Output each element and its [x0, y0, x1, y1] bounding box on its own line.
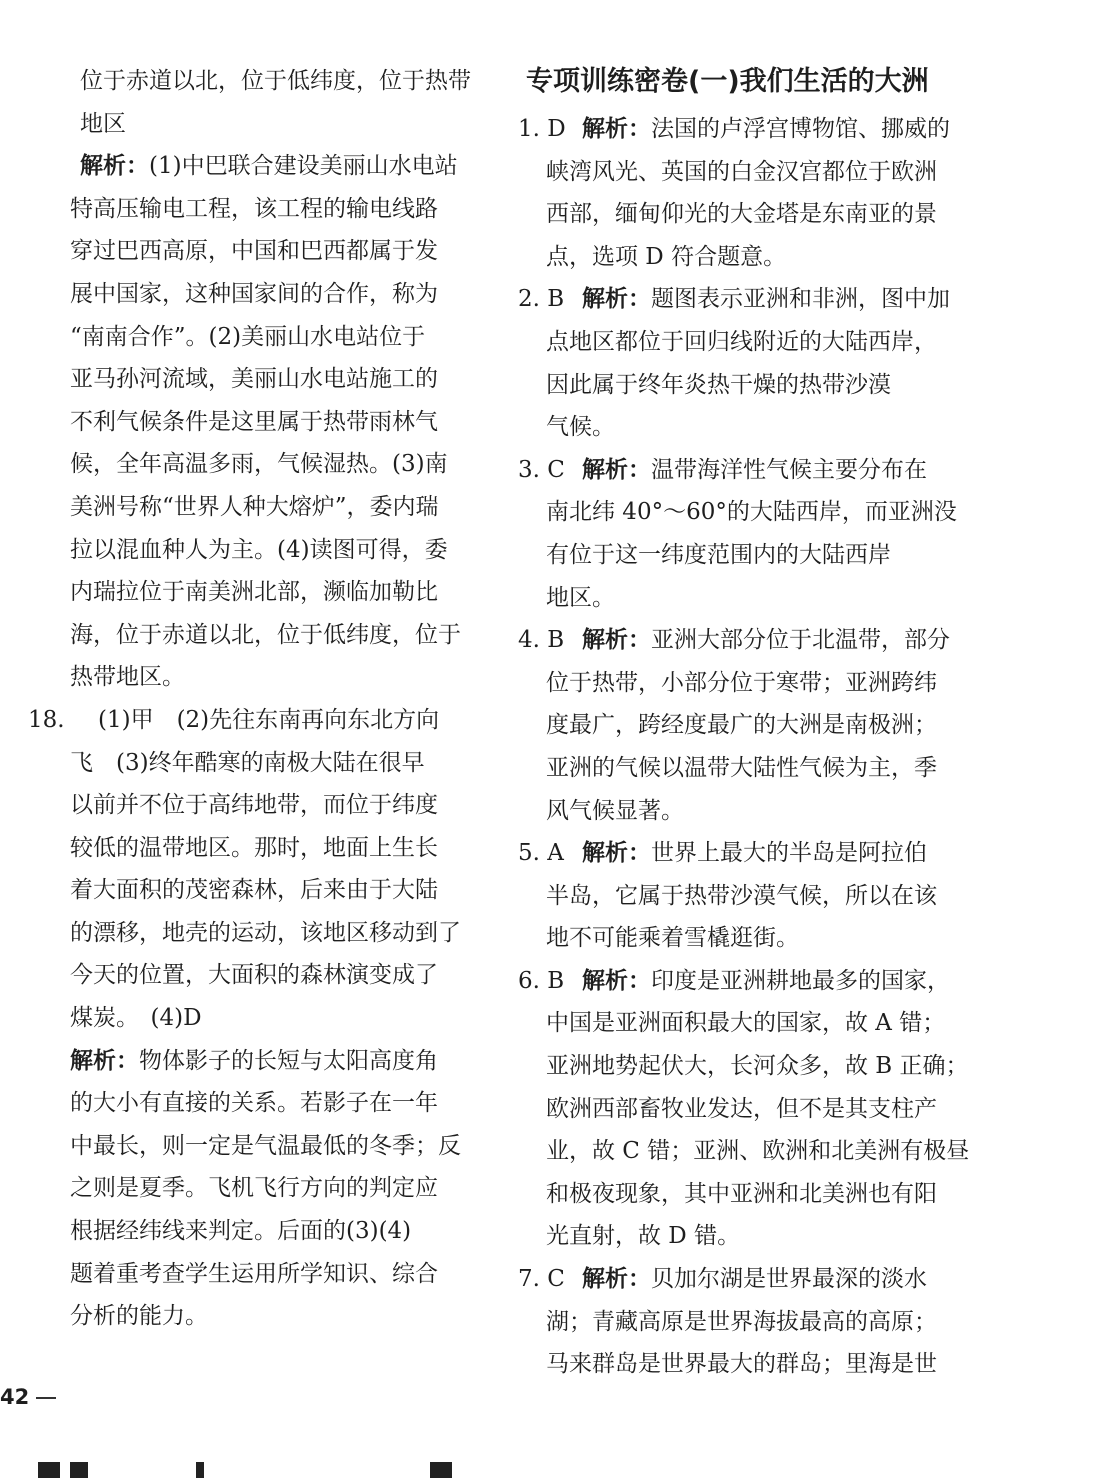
analysis-text: 印度是亚洲耕地最多的国家，	[651, 967, 950, 994]
analysis-text: 法国的卢浮宫博物馆、挪威的	[651, 116, 950, 142]
analysis-label: 解析：	[582, 286, 651, 313]
question-number: 3. C	[518, 456, 565, 483]
text-line: 风气候显著。	[546, 797, 684, 824]
analysis-text: 世界上最大的半岛是阿拉伯	[651, 840, 927, 867]
scan-mark	[70, 1462, 88, 1478]
answer-item-5	[510, 832, 962, 875]
left-column	[28, 60, 483, 1338]
text-line: 拉以混血种人为主。(4)读图可得，委	[70, 536, 448, 563]
text-line: 特高压输电工程，该工程的输电线路	[70, 195, 438, 222]
answer-item-3	[510, 449, 962, 492]
text-line: 亚马孙河流域，美丽山水电站施工的	[70, 366, 438, 393]
text-line: 穿过巴西高原，中国和巴西都属于发	[70, 238, 438, 265]
text-line: 西部，缅甸仰光的大金塔是东南亚的景	[546, 201, 937, 228]
question-18-line	[28, 699, 483, 742]
analysis-paragraph	[28, 188, 483, 699]
text-line: 不利气候条件是这里属于热带雨林气	[70, 408, 438, 435]
text-line: 亚洲地势起伏大，长河众多，故 B 正确；	[546, 1053, 969, 1080]
analysis-label: 解析：	[70, 1047, 139, 1074]
scan-mark	[430, 1462, 452, 1478]
answer-item-6	[510, 960, 962, 1003]
analysis-text: 温带海洋性气候主要分布在	[651, 456, 927, 483]
answer-item-4	[510, 619, 962, 662]
text-line: 气候。	[546, 414, 615, 441]
text-line: 着大面积的茂密森林，后来由于大陆	[70, 877, 438, 904]
text-line: 的大小有直接的关系。若影子在一年	[70, 1090, 438, 1117]
answer-paragraph	[28, 742, 483, 1040]
analysis-label: 解析：	[582, 456, 651, 483]
text-line: 湖；青藏高原是世界海拔最高的高原；	[546, 1308, 937, 1335]
text-line: 点地区都位于回归线附近的大陆西岸，	[546, 328, 937, 355]
analysis-label: 解析：	[80, 153, 149, 180]
right-column	[510, 60, 970, 1386]
text-line: 和极夜现象，其中亚洲和北美洲也有阳	[546, 1180, 937, 1207]
text-line: 以前并不位于高纬地带，而位于纬度	[70, 792, 438, 819]
analysis-label: 解析：	[582, 627, 651, 654]
analysis-line	[28, 1040, 483, 1083]
text-line: 半岛，它属于热带沙漠气候，所以在该	[546, 882, 937, 909]
answer-item-2	[510, 278, 962, 321]
text-line: 亚洲的气候以温带大陆性气候为主，季	[546, 754, 937, 781]
text-line: 光直射，故 D 错。	[546, 1223, 741, 1250]
text-line: 热带地区。	[70, 664, 185, 691]
question-number: 18.	[28, 706, 65, 733]
text-line: 候，全年高温多雨，气候湿热。(3)南	[70, 451, 448, 478]
text-line: 因此属于终年炎热干燥的热带沙漠	[546, 371, 891, 398]
text-line: 有位于这一纬度范围内的大陆西岸	[546, 541, 891, 568]
text-line: 位于赤道以北，位于低纬度，位于热带	[80, 68, 471, 94]
text-line: “南南合作”。(2)美丽山水电站位于	[70, 323, 426, 350]
text-line: 业，故 C 错；亚洲、欧洲和北美洲有极昼	[546, 1138, 970, 1165]
text-line: 内瑞拉位于南美洲北部，濒临加勒比	[70, 579, 438, 606]
analysis-label: 解析：	[582, 1266, 651, 1293]
answer-item-1	[510, 108, 962, 151]
question-number: 7. C	[518, 1266, 565, 1293]
analysis-text: 亚洲大部分位于北温带，部分	[651, 627, 950, 654]
text-line: 峡湾风光、英国的白金汉宫都位于欧洲	[546, 158, 937, 185]
analysis-text: 物体影子的长短与太阳高度角	[139, 1047, 438, 1074]
scan-mark	[196, 1462, 204, 1478]
text-line: 煤炭。 (4)D	[70, 1005, 202, 1032]
footer-dash	[36, 1397, 56, 1399]
page-number: 42	[0, 1385, 30, 1409]
analysis-text: 题图表示亚洲和非洲，图中加	[651, 286, 950, 313]
text-line: 位于热带，小部分位于寒带；亚洲跨纬	[546, 669, 937, 696]
text-line: 之则是夏季。飞机飞行方向的判定应	[70, 1175, 438, 1202]
analysis-label: 解析：	[582, 967, 651, 994]
text-line: 的漂移，地壳的运动，该地区移动到了	[70, 919, 461, 946]
text-line: 美洲号称“世界人种大熔炉”，委内瑞	[70, 493, 439, 520]
scan-mark	[38, 1462, 60, 1478]
text-line: 地区	[80, 110, 126, 137]
text-line: 今天的位置，大面积的森林演变成了	[70, 962, 438, 989]
text-line: 展中国家，这种国家间的合作，称为	[70, 280, 438, 307]
text-line: 较低的温带地区。那时，地面上生长	[70, 834, 438, 861]
text-line: 地不可能乘着雪橇逛街。	[546, 925, 799, 952]
analysis-label: 解析：	[582, 116, 651, 142]
text-line: 海，位于赤道以北，位于低纬度，位于	[70, 621, 461, 648]
question-number: 5. A	[518, 840, 564, 867]
analysis-line	[28, 145, 483, 188]
analysis-paragraph	[28, 1082, 483, 1338]
text-line: 南北纬 40°～60°的大陆西岸，而亚洲没	[546, 499, 957, 526]
text-line: 题着重考查学生运用所学知识、综合	[70, 1260, 438, 1287]
text-line: 马来群岛是世界最大的群岛；里海是世	[546, 1351, 937, 1378]
question-number: 4. B	[518, 627, 565, 654]
section-title: 专项训练密卷(一)我们生活的大洲	[526, 66, 929, 97]
text-line: 分析的能力。	[70, 1303, 208, 1330]
text-line: 飞 (3)终年酷寒的南极大陆在很早	[70, 749, 425, 776]
text-line: 点，选项 D 符合题意。	[546, 243, 787, 270]
answer-item-7	[510, 1258, 962, 1301]
text-line: 根据经纬线来判定。后面的(3)(4)	[70, 1218, 412, 1245]
answer-text: (1)甲 (2)先往东南再向东北方向	[98, 706, 440, 733]
text-line: 中最长，则一定是气温最低的冬季；反	[70, 1132, 461, 1159]
analysis-text: (1)中巴联合建设美丽山水电站	[149, 153, 458, 180]
analysis-label: 解析：	[582, 840, 651, 867]
analysis-text: 贝加尔湖是世界最深的淡水	[651, 1266, 927, 1293]
question-number: 6. B	[518, 967, 565, 994]
text-line: 中国是亚洲面积最大的国家，故 A 错；	[546, 1010, 946, 1037]
text-line: 欧洲西部畜牧业发达，但不是其支柱产	[546, 1095, 937, 1122]
question-number: 1. D	[518, 116, 566, 142]
answer-list	[510, 108, 970, 1386]
text-line: 地区。	[546, 584, 615, 611]
question-number: 2. B	[518, 286, 565, 313]
text-line: 度最广，跨经度最广的大洲是南极洲；	[546, 712, 937, 739]
